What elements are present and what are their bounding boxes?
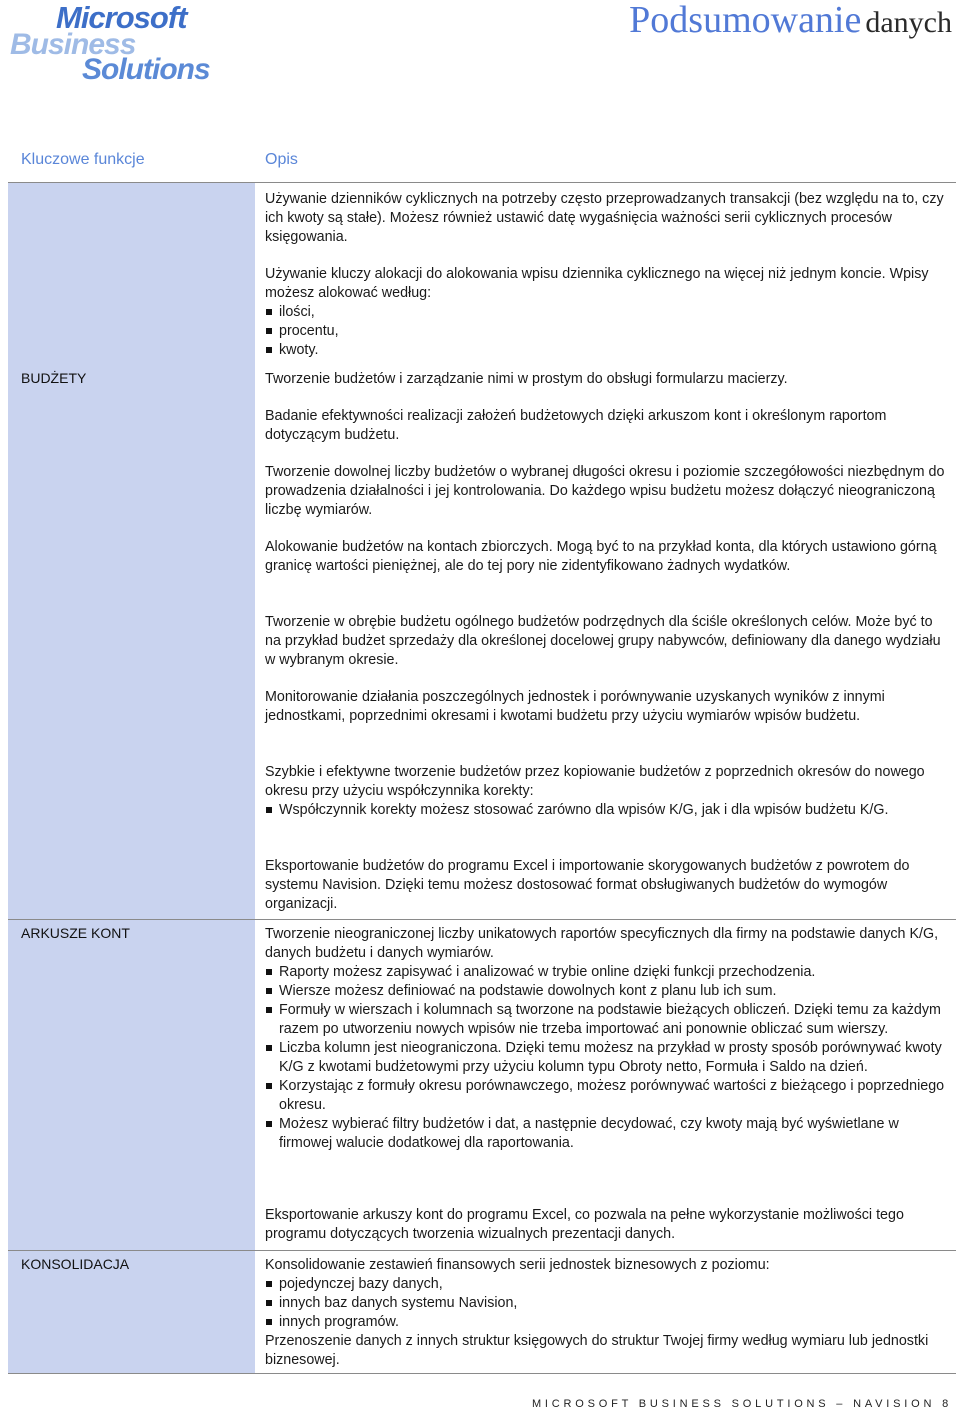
bullet-item: procentu, [265,322,951,341]
description-item [265,1256,951,1370]
description-item [265,763,951,820]
description-text: Tworzenie budżetów i zarządzanie nimi w prostym do obsługi formularzu macierzy. [265,371,788,387]
description-item [265,857,951,914]
page-title-rest: danych [865,6,952,39]
description-item [265,407,951,445]
description-text: Eksportowanie budżetów do programu Excel i importowanie skorygowanych budżetów z powrotem do systemu Navision. Dzięki temu możesz dostosować format obsługiwanych budżetów do wymogów organizacji. [265,858,910,912]
key-features-column [8,182,255,1374]
section-label-account-schedules: ARKUSZE KONT [21,925,130,941]
column-header-description: Opis [265,151,298,168]
bullet-item: Korzystając z formuły okresu porównawczego, możesz porównywać wartości z bieżącego i poprzedniego okresu. [265,1077,951,1115]
section-divider [8,1250,956,1251]
description-text: Używanie dzienników cyklicznych na potrzeby często przeprowadzanych transakcji (bez względu na to, czy ich kwoty są stałe). Możesz również ustawić datę wygaśnięcia ważności serii cyklicznych procesów księgowania. [265,191,944,245]
description-text: Konsolidowanie zestawień finansowych serii jednostek biznesowych z poziomu: [265,1257,770,1273]
description-item [265,1206,951,1244]
bullet-item: innych programów. [265,1313,951,1332]
section-divider [8,919,956,920]
description-text: Tworzenie w obrębie budżetu ogólnego budżetów podrzędnych dla ściśle określonych celów. Może być to na przykład budżet sprzedaży dla określonej docelowej grupy nabywców, definiowany dla danego wydziału w wybranym okresie. [265,614,941,668]
page-title [629,0,952,48]
bullet-list [265,963,951,1153]
description-text: Szybkie i efektywne tworzenie budżetów przez kopiowanie budżetów z poprzednich okresów do nowego okresu przy użyciu współczynnika korekty: [265,764,925,799]
bullet-item: innych baz danych systemu Navision, [265,1294,951,1313]
section-label-consolidation: KONSOLIDACJA [21,1256,130,1272]
description-text: Tworzenie dowolnej liczby budżetów o wybranej długości okresu i poziomie szczegółowości niezbędnym do prowadzenia działalności i jej kontrolowania. Do każdego wpisu budżetu możesz dołączyć nieograniczoną liczbę wymiarów. [265,464,945,518]
column-header-key-features: Kluczowe funkcje [21,151,145,168]
section-label-budgets: BUDŻETY [21,370,87,386]
bullet-item: ilości, [265,303,951,322]
description-text: Alokowanie budżetów na kontach zbiorczych. Mogą być to na przykład konta, dla których ustawiono górną granicę wartości pieniężnej, ale do tej pory nie zidentyfikowano żadnych wydatków. [265,539,937,574]
description-item [265,190,951,247]
microsoft-business-solutions-logo [10,0,225,90]
description-item [265,463,951,520]
bullet-item: Współczynnik korekty możesz stosować zarówno dla wpisów K/G, jak i dla wpisów budżetu K/G. [265,801,951,820]
bullet-item: Możesz wybierać filtry budżetów i dat, a następnie decydować, czy kwoty mają być wyświetlane w firmowej walucie dodatkowej dla raportowania. [265,1115,951,1153]
bullet-item: pojedynczej bazy danych, [265,1275,951,1294]
description-item [265,613,951,670]
bullet-item: Formuły w wierszach i kolumnach są tworzone na podstawie bieżących obliczeń. Dzięki temu za każdym razem po utworzeniu nowych wpisów nie trzeba importować ani ponownie obliczać sum wierszy. [265,1001,951,1039]
description-item [265,538,951,576]
bullet-item: Raporty możesz zapisywać i analizować w trybie online dzięki funkcji przechodzenia. [265,963,951,982]
bullet-item: Wiersze możesz definiować na podstawie dowolnych kont z planu lub ich sum. [265,982,951,1001]
table-header-divider [8,182,956,183]
table-bottom-divider [8,1373,956,1374]
description-item [265,370,951,389]
logo-line-2: Business [10,28,136,61]
bullet-list [265,1275,951,1332]
bullet-item: kwoty. [265,341,951,360]
description-text: Tworzenie nieograniczonej liczby unikatowych raportów specyficznych dla firmy na podstawie danych K/G, danych budżetu i danych wymiarów. [265,926,939,961]
page-footer: MICROSOFT BUSINESS SOLUTIONS – NAVISION 8 [531,1398,952,1410]
bullet-list [265,303,951,360]
description-text: Monitorowanie działania poszczególnych jednostek i porównywanie uzyskanych wyników z innymi jednostkami, poprzednimi okresami i kwotami budżetu przy użyciu wymiarów wpisów budżetu. [265,689,885,724]
description-text: Przenoszenie danych z innych struktur księgowych do struktur Twojej firmy według wymiaru lub jednostki biznesowej. [265,1333,929,1368]
logo-line-3: Solutions [82,53,210,86]
description-item [265,925,951,1153]
description-text: Badanie efektywności realizacji założeń budżetowych dzięki arkuszom kont i określonym raportom dotyczącym budżetu. [265,408,887,443]
bullet-item: Liczba kolumn jest nieograniczona. Dzięki temu możesz na przykład w prosty sposób porównywać kwoty K/G z kwotami budżetowymi przy użyciu kolumn typu Obroty netto, Formuła i Saldo na dzień. [265,1039,951,1077]
description-item [265,265,951,360]
page-title-main: Podsumowanie [629,0,862,41]
description-text: Eksportowanie arkuszy kont do programu Excel, co pozwala na pełne wykorzystanie możliwości tego programu dotyczących tworzenia wizualnych prezentacji danych. [265,1207,904,1242]
description-item [265,688,951,726]
bullet-list [265,801,951,820]
description-text: Używanie kluczy alokacji do alokowania wpisu dziennika cyklicznego na więcej niż jednym koncie. Wpisy możesz alokować według: [265,266,929,301]
logo-line-1: Microsoft [56,0,187,35]
